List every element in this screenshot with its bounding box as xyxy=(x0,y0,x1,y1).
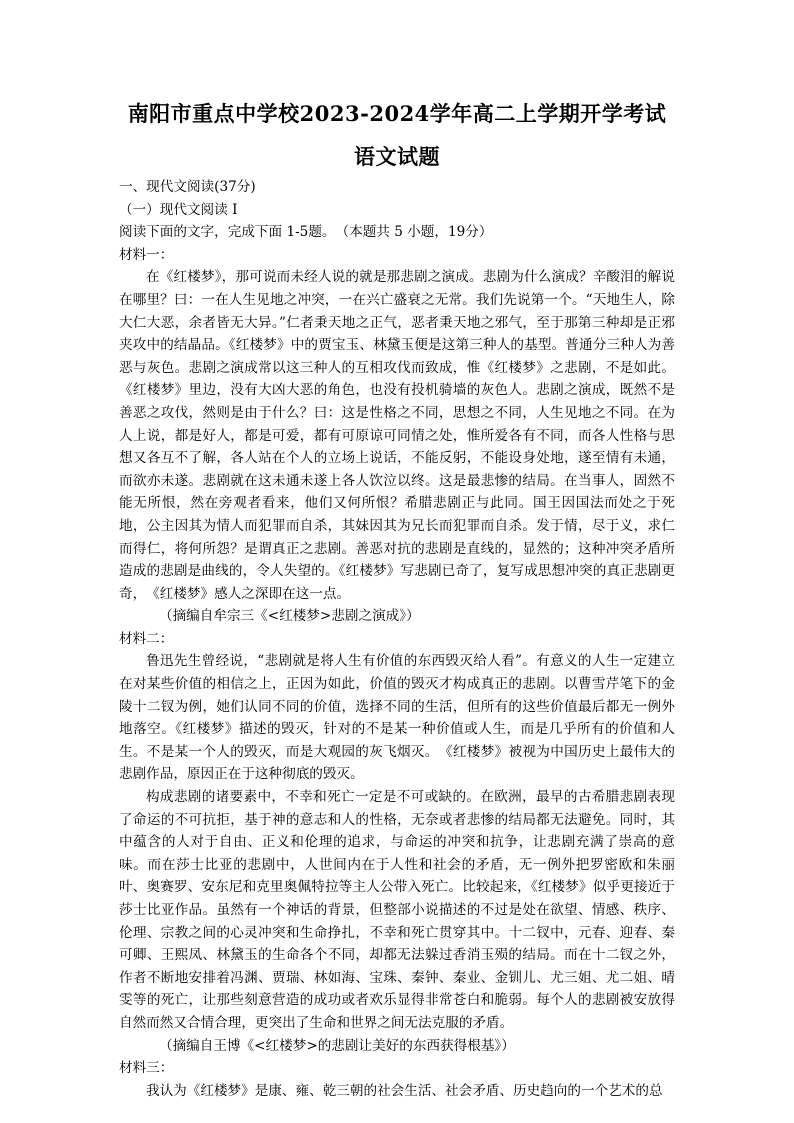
exam-subtitle: 语文试题 xyxy=(354,144,440,169)
material-2-paragraph-2: 构成悲剧的诸要素中，不幸和死亡一定是不可或缺的。在欧洲，最早的古希腊悲剧表现了命运的不可抗拒，基于神的意志和人的性格，无奈或者悲惨的结局都无法避免。同时，其中蕴含的人对于自由、正义和伦理的追求，与命运的冲突和抗争，让悲剧充满了崇高的意味。而在莎士比亚的悲剧中，人世间内在于人性和社会的矛盾，无一例外把罗密欧和朱丽叶、奥赛罗、安东尼和克里奥佩特拉等主人公带入死亡。比较起来，《红楼梦》似乎更接近于莎士比亚作品。虽然有一个神话的背景，但整部小说描述的不过是处在欲望、情感、秩序、伦理、宗教之间的心灵冲突和生命挣扎，不幸和死亡贯穿其中。十二钗中，元春、迎春、秦可卿、王熙凤、林黛玉的生命各个不同，却都无法躲过香消玉殒的结局。而在十二钗之外，作者不断地安排着冯渊、贾瑞、林如海、宝珠、秦钟、秦业、金钏儿、尤三姐、尤二姐、晴雯等的死亡，让那些刻意营造的成功或者欢乐显得非常苍白和脆弱。每个人的悲剧被安放得自然而然又合情合理，更突出了生命和世界之间无法克服的矛盾。 xyxy=(119,789,675,1031)
exam-body xyxy=(119,176,675,1102)
material-1-paragraph: 在《红楼梦》，那可说而未经人说的就是那悲剧之演成。悲剧为什么演成？辛酸泪的解说在哪里？曰：一在人生见地之冲突，一在兴亡盛衰之无常。我们先说第一个。“天地生人，除大仁大恶，余者皆无大异。”仁者秉天地之正气，恶者秉天地之邪气，至于那第三种却是正邪夹攻中的结晶品。《红楼梦》中的贾宝玉、林黛玉便是这第三种人的基型。普通分三种人为善恶与灰色。悲剧之演成常以这三种人的互相攻伐而致成，惟《红楼梦》之悲剧，不是如此。《红楼梦》里边，没有大凶大恶的角色，也没有投机骑墙的灰色人。悲剧之演成，既然不是善恶之攻伐，然则是由于什么？曰：这是性格之不同，思想之不同，人生见地之不同。在为人上说，都是好人，都是可爱，都有可原谅可同情之处，惟所爱各有不同，而各人性格与思想又各互不了解，各人站在个人的立场上说话，不能反躬，不能设身处地，遂至情有未通，而欲亦未遂。悲剧就在这未通未遂上各人饮泣以终。这是最悲惨的结局。在当事人，固然不能无所恨，然在旁观者看来，他们又何所恨？希腊悲剧正与此同。国王因国法而处之于死地，公主因其为情人而犯罪而自杀，其妹因其为兄长而犯罪而自杀。发于情，尽于义，求仁而得仁，将何所怨？是谓真正之悲剧。善恶对抗的悲剧是直线的，显然的；这种冲突矛盾所造成的悲剧是曲线的，令人失望的。《红楼梦》写悲剧已奇了，复写成思想冲突的真正悲剧更奇， 《红楼梦》感人之深即在这一点。 xyxy=(119,269,675,602)
material-2-source: （摘编自王博《<红楼梦>的悲剧让美好的东西获得根基》） xyxy=(159,1037,515,1054)
material-3-label: 材料三： xyxy=(119,1060,174,1077)
material-2-label: 材料二： xyxy=(119,630,174,647)
reading-instruction: 阅读下面的文字，完成下面 1-5题。 （本题共 5 小题，19分） xyxy=(119,224,493,241)
section-heading: 一、现代文阅读(37分) xyxy=(119,179,256,195)
material-1-source: （摘编自牟宗三《<红楼梦>悲剧之演成》） xyxy=(159,608,420,625)
material-3-paragraph: 我认为《红楼梦》是康、雍、乾三朝的社会生活、社会矛盾、历史趋向的一个艺术的总 xyxy=(146,1082,663,1099)
material-1-label: 材料一： xyxy=(119,246,174,263)
subsection-heading: （一）现代文阅读 I xyxy=(119,201,238,218)
material-2-paragraph-1: 鲁迅先生曾经说，“悲剧就是将人生有价值的东西毁灭给人看”。有意义的人生一定建立在对某些价值的相信之上，正因为如此，价值的毁灭才构成真正的悲剧。以曹雪芹笔下的金陵十二钗为例，她们认同不同的价值，选择不同的生活，但所有的这些价值最后都无一例外地落空。《红楼梦》描述的毁灭，针对的不是某一种价值或人生，而是几乎所有的价值和人生。不是某一个人的毁灭，而是大观园的灰飞烟灭。 《红楼梦》被视为中国历史上最伟大的悲剧作品，原因正在于这种彻底的毁灭。 xyxy=(119,653,675,783)
exam-title: 南阳市重点中学校2023-2024学年高二上学期开学考试 xyxy=(127,101,667,126)
